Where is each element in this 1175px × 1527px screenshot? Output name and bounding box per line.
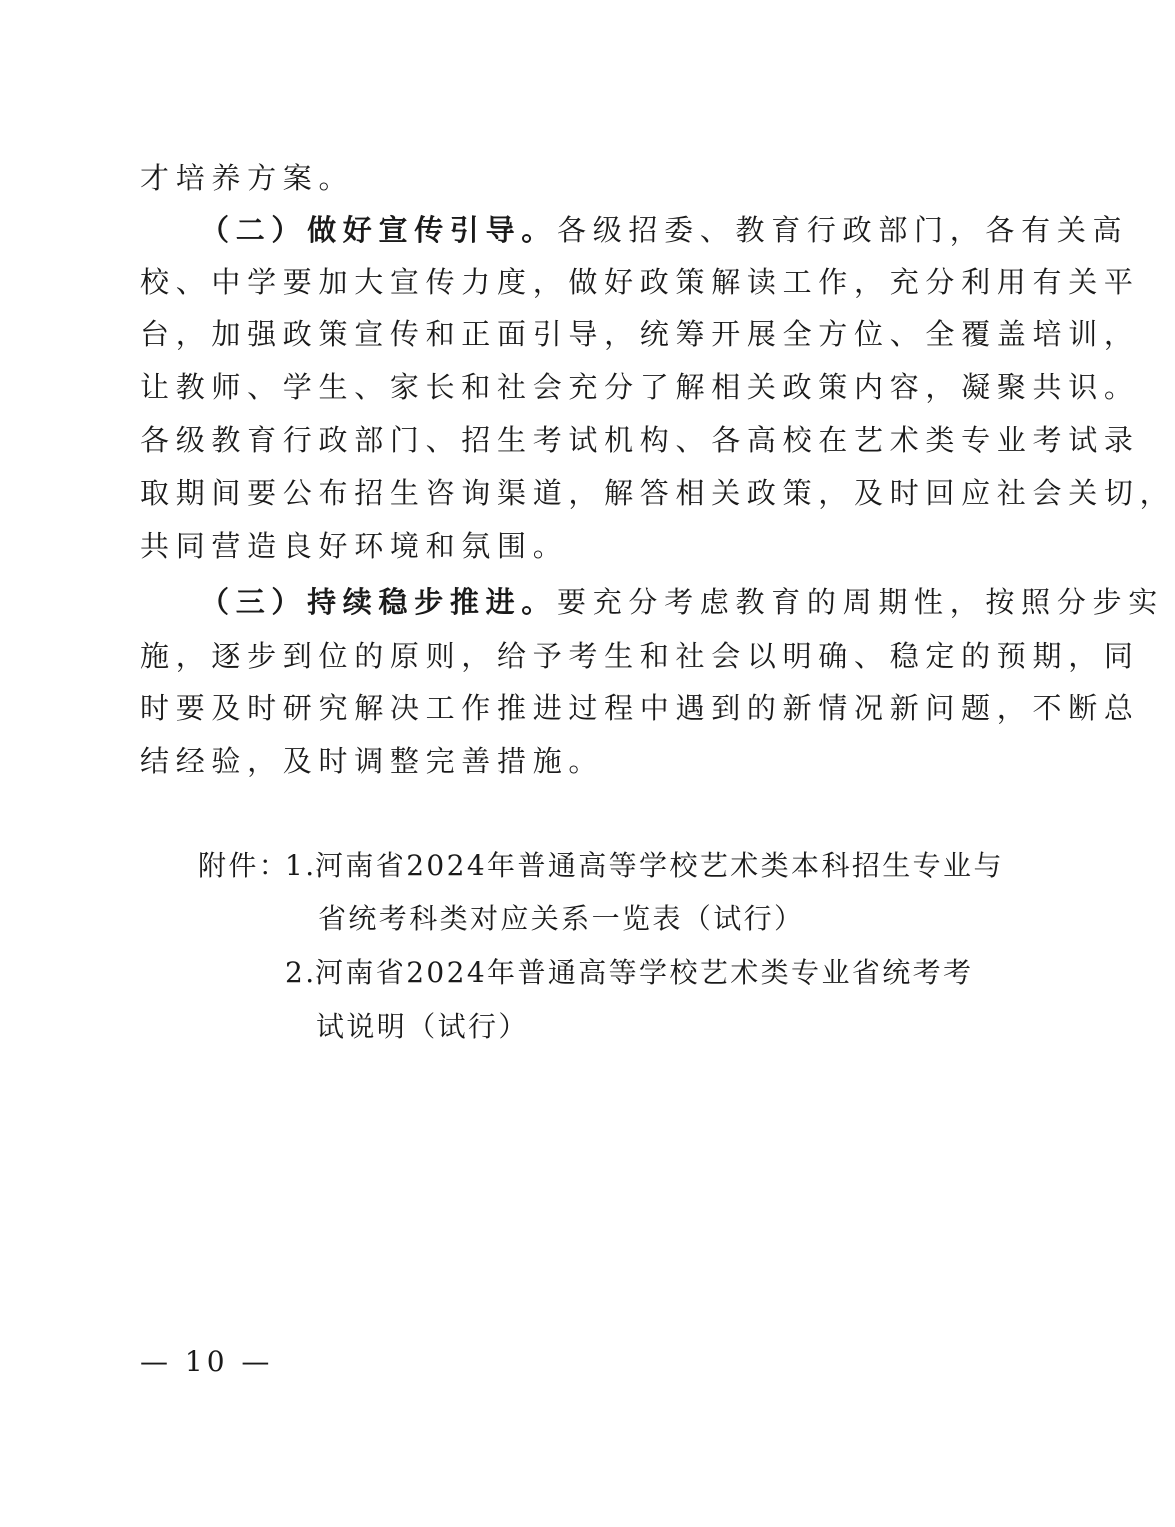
section-2-line: 校、中学要加大宣传力度，做好政策解读工作，充分利用有关平 <box>140 265 1140 299</box>
attachment-title-continued: 试说明（试行） <box>316 1010 529 1043</box>
section-3-first-line <box>200 582 1164 622</box>
section-2-line: 共同营造良好环境和氛围。 <box>140 529 569 563</box>
attachment-number: 2. <box>285 956 317 989</box>
section-2-line: 各级教育行政部门、招生考试机构、各高校在艺术类专业考试录 <box>140 423 1140 457</box>
section-3-line: 时要及时研究解决工作推进过程中遇到的新情况新问题，不断总 <box>140 691 1140 725</box>
attachment-number: 1. <box>285 849 317 882</box>
section-3-line: 结经验，及时调整完善措施。 <box>140 744 605 778</box>
attachment-title-continued: 省统考科类对应关系一览表（试行） <box>318 902 805 935</box>
attachments-label: 附件： <box>198 849 290 882</box>
paragraph-text: 才培养方案。 <box>140 161 355 195</box>
attachment-title: 河南省2024年普通高等学校艺术类本科招生专业与 <box>315 849 1004 882</box>
section-3-text: 要充分考虑教育的周期性，按照分步实 <box>557 585 1164 619</box>
section-2-text: 各级招委、教育行政部门，各有关高 <box>557 213 1129 247</box>
paragraph-continuation <box>140 158 960 198</box>
attachment-title: 河南省2024年普通高等学校艺术类专业省统考考 <box>315 956 974 989</box>
section-2-heading: （二）做好宣传引导。 <box>200 213 558 247</box>
page-number: — 10 — <box>140 1345 274 1378</box>
section-2-line: 让教师、学生、家长和社会充分了解相关政策内容，凝聚共识。 <box>140 370 1140 404</box>
section-3-line: 施，逐步到位的原则，给予考生和社会以明确、稳定的预期，同 <box>140 639 1140 673</box>
section-3-heading: （三）持续稳步推进。 <box>200 585 558 619</box>
section-2-line: 取期间要公布招生咨询渠道，解答相关政策，及时回应社会关切， <box>140 476 1175 510</box>
section-2-first-line <box>200 210 1129 250</box>
section-2-line: 台，加强政策宣传和正面引导，统筹开展全方位、全覆盖培训， <box>140 317 1140 351</box>
